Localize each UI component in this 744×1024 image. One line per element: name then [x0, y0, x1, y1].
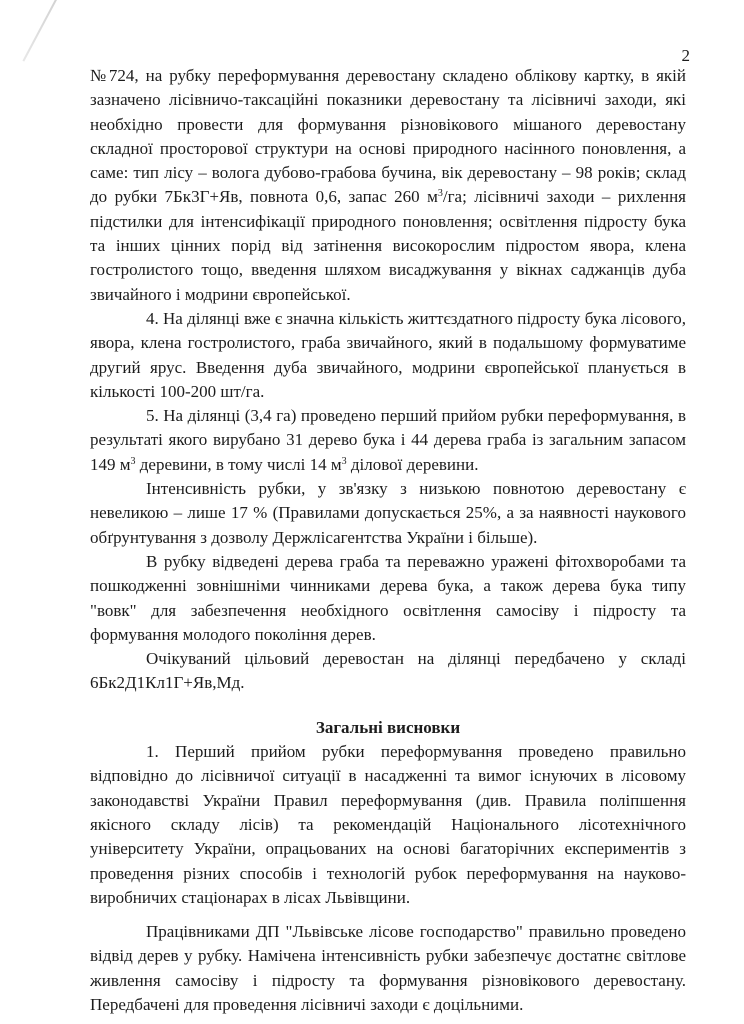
page-number: 2: [681, 46, 690, 65]
paragraph-4: 4. На ділянці вже є значна кількість життєздатного підросту бука лісового, явора, клена гостролистого, граба звичайного, який в подальшому формуватиме другий ярус. Введення дуба звичайного, модрини європейської планується в кількості 100-200 шт/га.: [90, 308, 686, 401]
paragraph-text: 5. На ділянці (3,4 га) проведено перший прийом рубки переформування, в результаті якого вирубано 31 дерево бука і 44 дерева граба із загальним запасом 149 $м^3$ деревини, в тому числі 14 $м^3$ ділової деревини.: [90, 406, 686, 474]
paragraph-text: №724, на рубку переформування деревостану складено облікову картку, в якій зазначено лісівничо-таксаційні показники деревостану та лісівничі заходи, які необхідно провести для формування різновікового мішаного деревостану складної просторової структури на основі природного насінного поновлення, а саме: тип лісу – волога дубово-грабова бучина, вік деревостану – 98 років; склад до рубки 7Бк3Г+Яв, повнота 0,6, запас 260 $м^3/га$; лісівничі заходи – рихлення підстилки для інтенсифікації природного поновлення; освітлення підросту бука та інших цінних порід від затінення високорослим підростом явора, клена гостролистого тощо, введення шляхом висаджування у вікнах саджанців дуба звичайного і модрини європейської.: [90, 66, 686, 304]
conclusion-1: 1. Перший прийом рубки переформування проведено правильно відповідно до лісівничої ситуації в насадженні та вимог існуючих в лісовому законодавстві України Правил переформування (див. Правила поліпшення якісного складу лісів) та рекомендацій Національного лісотехнічного університету України, опрацьованих на основі багаторічних експериментів з проведення різних способів і технологій рубок переформування на науково-виробничих стаціонарах в лісах Львівщини.: [90, 742, 686, 907]
paragraph-target-stand: Очікуваний цільовий деревостан на ділянці передбачено у складі 6Бк2Д1Кл1Г+Яв,Мд.: [90, 649, 686, 693]
document-body: [90, 64, 686, 1017]
paragraph-5: [90, 404, 686, 477]
section-heading: Загальні висновки: [315, 717, 461, 737]
paragraph-allotment: В рубку відведені дерева граба та переважно уражені фітохворобами та пошкодженні зовнішніми чинниками дерева бука, а також дерева бука типу "вовк" для забезпечення необхідного освітлення самосіву і підросту та формування молодого покоління дерев.: [90, 551, 686, 644]
paragraph-intensity: Інтенсивність рубки, у зв'язку з низькою повнотою деревостану є невеликою – лише 17 % (Правилами допускається 25%, а за наявності наукового обґрунтування з дозволу Держлісагентства України і більше).: [90, 479, 686, 547]
scan-edge-mark: [22, 0, 61, 62]
paragraph-continued: [90, 64, 686, 307]
conclusion-2: Працівниками ДП "Львівське лісове господарство" правильно проведено відвід дерев у рубку. Намічена інтенсивність рубки забезпечує достатнє світлове живлення самосіву і підросту та формування різновікового деревостану. Передбачені для проведення лісівничі заходи є доцільними.: [90, 922, 686, 1014]
